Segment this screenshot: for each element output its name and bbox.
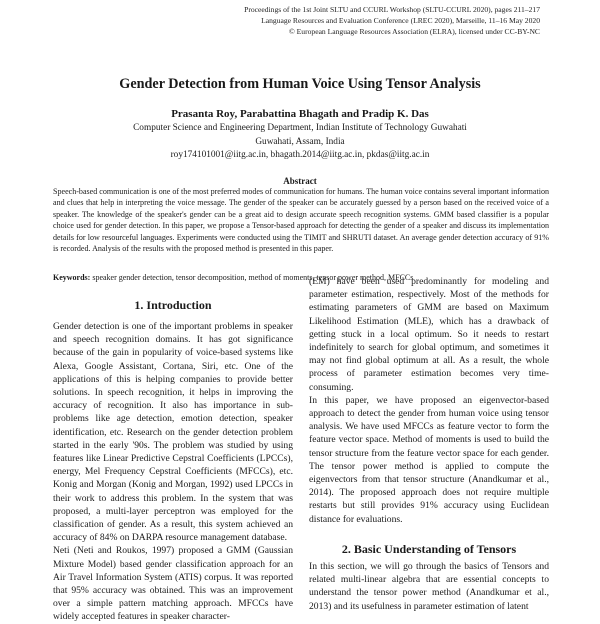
author-emails: roy174101001@iitg.ac.in, bhagath.2014@iitg.ac.in, pkdas@iitg.ac.in <box>170 150 430 160</box>
tensors-paragraph-1: In this section, we will go through the basics of Tensors and related multi-linear algebra that are essential concepts to understand the tensor power method (Anandkumar et al., 2013) and its usefulness in parameter estimation of latent <box>309 561 549 612</box>
keywords-label: Keywords: <box>53 273 91 282</box>
header-line-1: Proceedings of the 1st Joint SLTU and CCURL Workshop (SLTU-CCURL 2020), pages 211–217 <box>244 5 540 14</box>
abstract-heading: Abstract <box>283 176 317 186</box>
left-column <box>53 320 293 624</box>
intro-paragraph-1: Gender detection is one of the important problems in speaker and speech recognition domains. It has got significance because of the gain in popularity of voice-based systems like Alexa, Google Assistant, Cortana, Siri, etc. One of the applications of this is helping companies to provide better solutions. In speech recognition, it helps in improving the accuracy of recognition. It also has importance in sub-problems like age detection, emotion detection, speaker identification, etc. Research on the gender detection problem started in the early '90s. The problem was studied by using features like Linear Predictive Cepstral Coefficients (LPCCs), energy, Mel Frequency Cepstral Coefficients (MFCCs), etc. Konig and Morgan (Konig and Morgan, 1992) used LPCCs in their work to address this problem. In the system that was proposed, a multi-layer perceptron was employed for the classification of gender. As a result, this system achieved an accuracy of 84% on DARPA resource management database. <box>53 321 293 544</box>
proceedings-header <box>180 4 540 37</box>
right-paragraph-2: In this paper, we have proposed an eigenvector-based approach to detect the gender from human voice using tensor analysis. We have used MFCCs as feature vector to form the feature vector space. Method of moments is used to build the tensor structure from the feature vector space for each gender. The tensor power method is applied to compute the eigenvectors from that tensor structure (Anandkumar et al., 2014). The proposed approach does not require multiple restarts but still provides 91% accuracy using Euclidean distance for evaluations. <box>309 394 549 525</box>
right-column <box>309 275 549 526</box>
paper-authors: Prasanta Roy, Parabattina Bhagath and Pradip K. Das <box>171 108 429 120</box>
abstract-text: Speech-based communication is one of the most preferred modes of communication for humans. The human voice contains several important information and clues that help in interpreting the voice message. The gender of the speaker can be accurately guessed by a person based on the received voice of a speaker. The knowledge of the speaker's gender can be a great aid to design accurate speech recognition systems. GMM based classifier is a popular choice used for gender detection. In this paper, we propose a Tensor-based approach for detecting the gender of a speaker and discuss its implementation details for low resourceful languages. Experiments were conducted using the TIMIT and SHRUTI dataset. An average gender detection accuracy of 91% is recorded. Analysis of the results with the proposed method is presented in this paper. <box>53 187 549 254</box>
paper-title: Gender Detection from Human Voice Using Tensor Analysis <box>119 76 481 92</box>
keywords-text: speaker gender detection, tensor decomposition, method of moments, tensor power method, MFCCs <box>90 273 414 282</box>
affiliation-location: Guwahati, Assam, India <box>255 136 345 147</box>
intro-paragraph-2: Neti (Neti and Roukos, 1997) proposed a GMM (Gaussian Mixture Model) based gender classification approach for an Air Travel Information System (ATIS) corpus. It was reported that 95% accuracy was obtained. This was an improvement over a simple pattern matching approach. MFCCs have widely accepted features in speaker character- <box>53 545 293 623</box>
section-heading-introduction: 1. Introduction <box>134 298 212 312</box>
section-heading-tensors: 2. Basic Understanding of Tensors <box>341 542 517 556</box>
header-line-3: © European Language Resources Association (ELRA), licensed under CC-BY-NC <box>288 27 540 36</box>
right-paragraph-1: (EM) have been used predominantly for modeling and parameter estimation, respectively. Most of the methods for estimating parameters of GMM are based on Maximum Likelihood Estimation (MLE), which has a drawback of getting stuck in a local optimum. So it needs to restart indefinitely to search for global optimum, and sometimes it may not find global optimum at all. As a result, the whole process of parameter estimation becomes very time-consuming. <box>309 276 549 393</box>
affiliation-block <box>0 122 600 163</box>
affiliation-department: Computer Science and Engineering Department, Indian Institute of Technology Guwahati <box>133 123 467 133</box>
tensors-column <box>309 560 549 613</box>
header-line-2: Language Resources and Evaluation Conference (LREC 2020), Marseille, 11–16 May 2020 <box>261 16 540 25</box>
